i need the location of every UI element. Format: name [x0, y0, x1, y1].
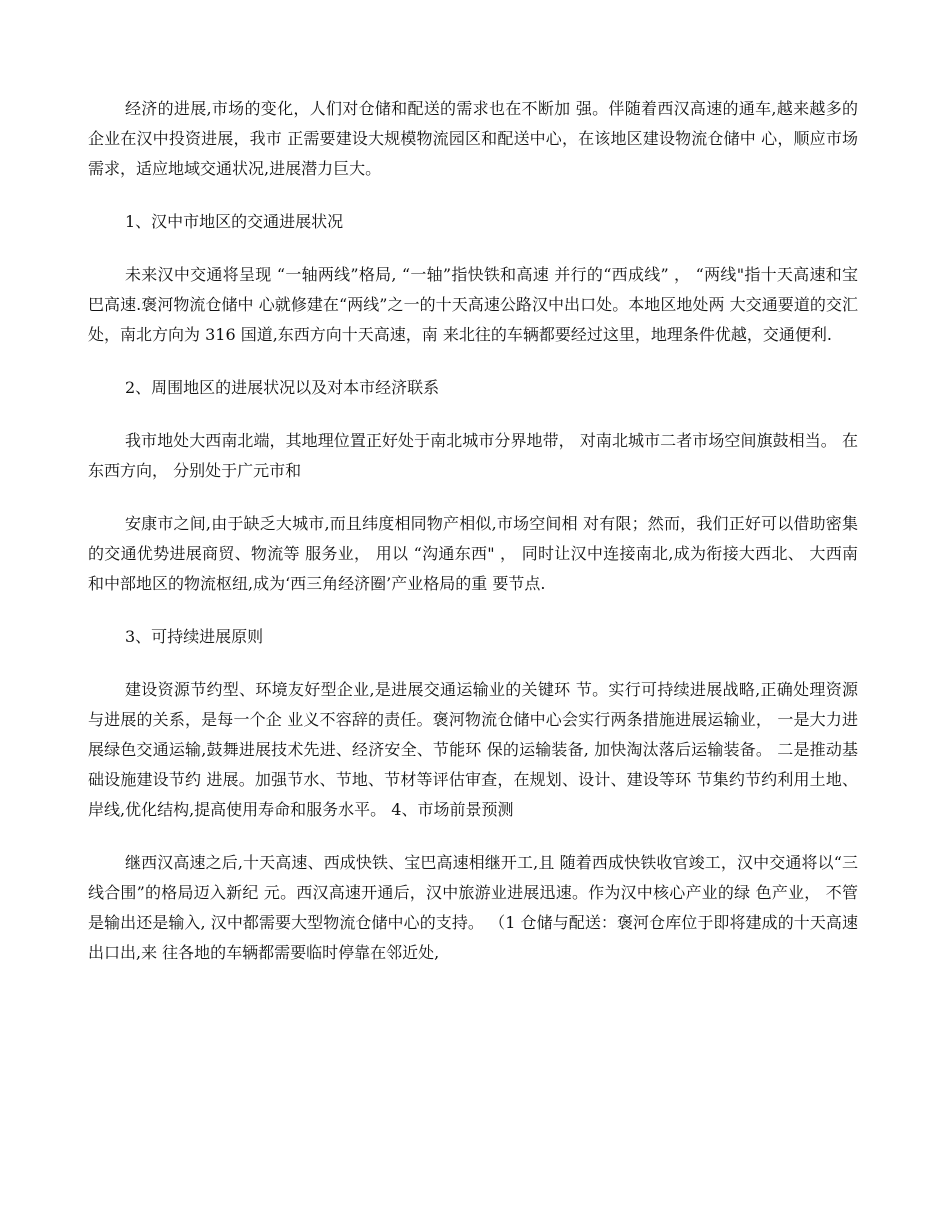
paragraph-intro: 经济的进展,市场的变化，人们对仓储和配送的需求也在不断加 强。伴随着西汉高速的通车,越来越多的企业在汉中投资进展，我市 正需要建设大规模物流园区和配送中心，在该地区建设物流仓储中 心，顺应市场需求，适应地域交通状况,进展潜力巨大。	[88, 99, 858, 178]
paragraph-market-outlook: 继西汉高速之后,十天高速、西成快铁、宝巴高速相继开工,且 随着西成快铁收官竣工，汉中交通将以“三线合围”的格局迈入新纪 元。西汉高速开通后，汉中旅游业进展迅速。作为汉中核心产业的绿 色产业， 不管是输出还是输入, 汉中都需要大型物流仓储中心的支持。 （1 仓储与配送：褒河仓库位于即将建成的十天高速出口出,来 往各地的车辆都需要临时停靠在邻近处,	[88, 853, 858, 962]
paragraph-traffic: 未来汉中交通将呈现 “一轴两线”格局, “一轴”指快铁和高速 并行的“西成线” ， “两线"指十天高速和宝巴高速.褒河物流仓储中 心就修建在“两线”之一的十天高速公路汉中出口处。本地区地处两 大交通要道的交汇处，南北方向为 316 国道,东西方向十天高速，南 来北往的车辆都要经过这里，地理条件优越，交通便利.	[88, 265, 858, 344]
section-heading-3: 3、可持续进展原则	[125, 627, 264, 646]
document-body	[88, 94, 858, 968]
section-heading-2: 2、周围地区的进展状况以及对本市经济联系	[125, 378, 440, 397]
paragraph-sustainability: 建设资源节约型、环境友好型企业,是进展交通运输业的关键环 节。实行可持续进展战略,正确处理资源与进展的关系，是每一个企 业义不容辞的责任。褒河物流仓储中心会实行两条措施进展运输业， 一是大力进展绿色交通运输,鼓舞进展技术先进、经济安全、节能环 保的运输装备, 加快淘汰落后运输装备。 二是推动基础设施建设节约 进展。加强节水、节地、节材等评估审查，在规划、设计、建设等环 节集约节约利用土地、岸线,优化结构,提高使用寿命和服务水平。 4、市场前景预测	[88, 680, 858, 819]
paragraph-ankang: 安康市之间,由于缺乏大城市,而且纬度相同物产相似,市场空间相 对有限；然而，我们正好可以借助密集的交通优势进展商贸、物流等 服务业， 用以 “沟通东西" ， 同时让汉中连接南北,成为衔接大西北、 大西南和中部地区的物流枢纽,成为‘西三角经济圈’产业格局的重 要节点.	[88, 514, 858, 593]
section-heading-1: 1、汉中市地区的交通进展状况	[125, 212, 344, 231]
paragraph-location: 我市地处大西南北端，其地理位置正好处于南北城市分界地带， 对南北城市二者市场空间旗鼓相当。 在东西方向， 分别处于广元市和	[88, 431, 858, 480]
